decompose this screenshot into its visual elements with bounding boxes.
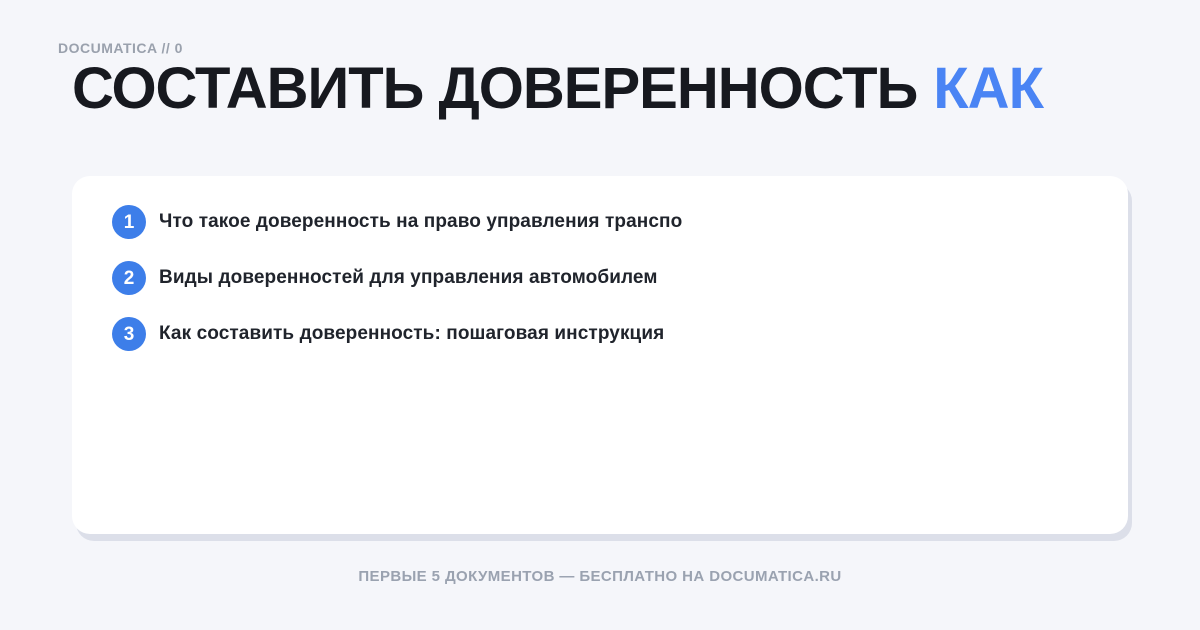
step-number: 1	[123, 211, 135, 233]
step-number: 2	[123, 267, 135, 289]
brand-label: DOCUMATICA // 0	[58, 40, 183, 56]
toc-item-3	[112, 317, 1088, 351]
toc-item-label: Как составить доверенность: пошаговая инструкция	[159, 323, 665, 344]
toc-card	[72, 176, 1128, 534]
step-2-number-badge	[112, 261, 146, 295]
page-title	[72, 56, 1043, 121]
step-number: 3	[123, 323, 135, 345]
step-3-number-badge	[112, 317, 146, 351]
toc-item-2	[112, 261, 1088, 295]
step-1-number-badge	[112, 205, 146, 239]
toc-item-label: Что такое доверенность на право управления транспо	[159, 211, 683, 232]
toc-item-label: Виды доверенностей для управления автомобилем	[159, 267, 658, 288]
toc-item-1	[112, 205, 1088, 239]
page-title-main: СОСТАВИТЬ ДОВЕРЕННОСТЬ	[72, 56, 918, 121]
page-title-accent: КАК	[933, 56, 1043, 121]
footer-note: ПЕРВЫЕ 5 ДОКУМЕНТОВ — БЕСПЛАТНО НА DOCUMATICA.RU	[358, 568, 842, 585]
